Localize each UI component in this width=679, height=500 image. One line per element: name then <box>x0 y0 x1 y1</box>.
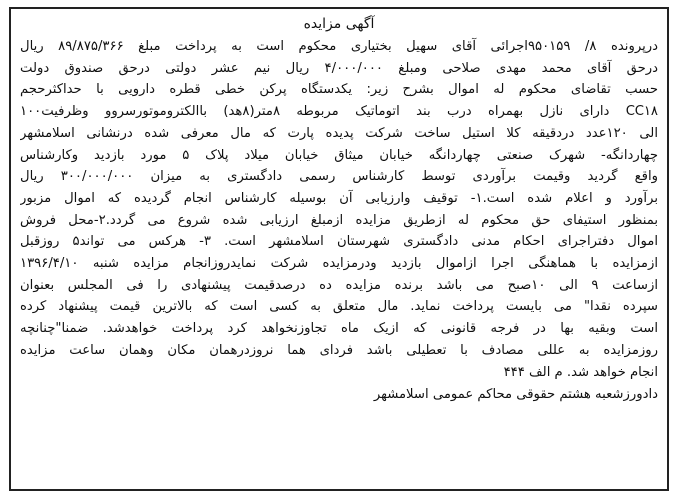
notice-line: روزمزایده به عللی مصادف با تعطیلی باشد فردای هما نروزدرهمان مکان وهمان ساعت مزایده <box>20 342 658 358</box>
notice-line: برآورد و اعلام شده است.۱- توقیف وارزیابی آن بوسیله کارشناس انجام گردیده که اموال مزبور <box>20 190 658 206</box>
notice-signature: دادورزشعبه هشتم حقوقی محاکم عمومی اسلامشهر <box>373 387 658 403</box>
notice-line: چهاردانگه- شهرک صنعتی چهاردانگه خیابان میثاق خیابان میلاد پلاک ۵ مورد بازدید وکارشناس <box>20 147 658 163</box>
notice-title: آگهی مزایده <box>303 16 375 32</box>
notice-line: سپرده نقدا" می بایست پرداخت نماید. مال متعلق به کسی است که بالاترین قیمت پیشنهاد کرده <box>20 299 658 315</box>
notice-line: انجام خواهد شد. م الف ۴۴۴ <box>503 364 658 380</box>
notice-line: الی ۱۲۰عدد دردقیقه کلا استیل ساخت شرکت پدیده پارت که مال معرفی شده درنشانی اسلامشهر <box>20 125 658 141</box>
notice-line: درحق آقای محمد مهدی صلاحی ومبلغ ۴/۰۰۰/۰۰۰ ریال نیم عشر دولتی درحق صندوق دولت <box>20 60 658 76</box>
notice-body <box>20 36 658 383</box>
notice-line: درپرونده ۸/ ۹۵۰۱۵۹اجرائی آقای سهیل بختیاری محکوم است به پرداخت مبلغ ۸۹/۸۷۵/۳۶۶ ریال <box>20 39 658 54</box>
notice-line: بمنظور استیفای حق محکوم له ازطریق مزایده ازمبلغ ارزیابی شده شروع می گردد.۲-محل فروش <box>20 212 658 228</box>
notice-line: حسب تقاضای محکوم له اموال بشرح زیر: یکدستگاه پرکن خطی قطره دارویی با حداکثرحجم <box>20 82 658 98</box>
notice-line: است وبقیه بها در فرجه قانونی که ازیک ماه تجاوزنخواهد کرد پرداخت خواهدشد. ضمنا"چنانچه <box>20 321 658 337</box>
notice-line: واقع گردید وقیمت برآوردی توسط کارشناس رسمی دادگستری به میزان ۳۰۰/۰۰۰/۰۰۰ ریال <box>20 169 658 185</box>
notice-line: ازمزایده با هماهنگی اجرا ازاموال بازدید ودرمزایده شرکت نمایدروزانجام مزایده شنبه ۱۳۹۶/۴/۱۰ <box>20 256 658 272</box>
auction-notice <box>9 7 669 491</box>
notice-line: اموال دفتراجرای احکام مدنی دادگستری شهرستان اسلامشهر است. ۳- هرکس می تواند۵ روزقبل <box>20 234 658 250</box>
notice-line: CC۱۸ دارای نازل بهمراه درب بند اتوماتیک مربوطه ۸متر(۸هد) باالکتروموتورسروو وظرفیت۱۰۰ <box>20 104 658 120</box>
notice-line: ازساعت ۹ الی ۱۰صبح می باشد برنده مزایده ده درصدقیمت پیشنهادی را فی المجلس بعنوان <box>20 277 658 293</box>
